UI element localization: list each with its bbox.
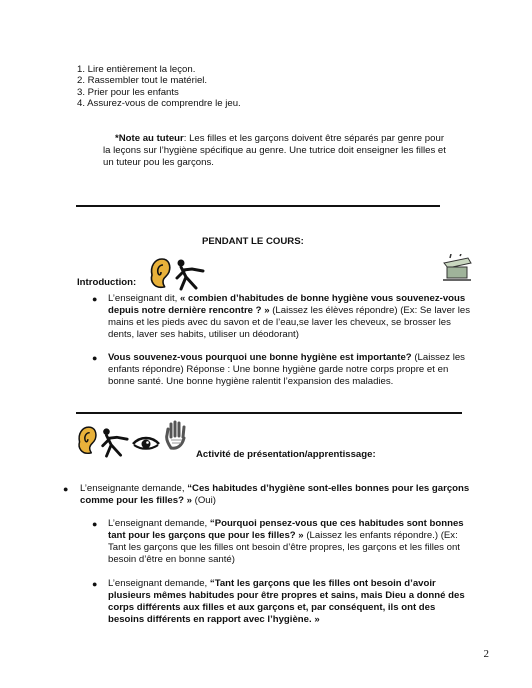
ear-icon (74, 424, 98, 458)
divider-line (76, 412, 462, 414)
bullet-dot: ● (92, 353, 98, 363)
bullet-dot: ● (63, 484, 69, 494)
bullet-dot: ● (92, 294, 98, 304)
eye-icon (131, 434, 161, 452)
preparation-steps (77, 64, 407, 110)
stretching-figure-icon (172, 257, 206, 291)
sink-icon (440, 254, 474, 282)
intro-bullet-2: Vous souvenez-vous pourquoi une bonne hygiène est importante? (Laissez les enfants répondre) Réponse : Une bonne hygiène garde notre corps propre et en bonne santé. Une bonne hygiène ralentit l’expansion des maladies. (108, 352, 465, 387)
section-title: PENDANT LE COURS: (202, 236, 304, 247)
step-item: 1. Lire entièrement la leçon. (77, 64, 196, 75)
hand-icon (164, 420, 188, 450)
step-item: 3. Prier pour les enfants (77, 86, 179, 98)
introduction-label: Introduction: (77, 277, 137, 288)
activity-question-1: L’enseignante demande, “Ces habitudes d’hygiène sont-elles bonnes pour les garçons comme pour les filles? » (Oui) (80, 483, 470, 506)
tutor-note (103, 133, 453, 169)
step-item: 2. Rassembler tout le matériel. (77, 75, 208, 87)
tutor-note-text: : Les filles et les garçons doivent être séparés par genre pour la leçons sur l’hygiène spécifique au genre. Une tutrice doit enseigner les filles et un tuteur pou les garçons. (103, 133, 446, 168)
step-item: 4. Assurez-vous de comprendre le jeu. (77, 98, 241, 110)
bullet-dot: ● (92, 519, 98, 529)
divider-line (76, 205, 440, 207)
activity-title: Activité de présentation/apprentissage: (196, 449, 376, 460)
tutor-note-label: *Note au tuteur (115, 133, 184, 144)
ear-icon (146, 257, 172, 291)
activity-question-3: L’enseignant demande, “Tant les garçons que les filles ont besoin d’avoir plusieurs mêmes habitudes pour être propres et sains, mais Dieu a donné des corps différents aux filles et aux garçons et, par conséquent, ils ont des besoins différents en rapport avec l’hygiène. » (108, 578, 465, 625)
intro-bullet-1: L’enseignant dit, « combien d’habitudes de bonne hygiène vous souvenez-vous depuis notre dernière rencontre ? » (Laissez les élèves répondre) (Ex: Se laver les mains et les pieds avec du savon et de l’eau,se laver les cheveux, se brosser les dents, laver ses habits, utiliser un déodorant) (108, 293, 471, 340)
bullet-dot: ● (92, 579, 98, 589)
stretching-figure-icon (98, 426, 130, 458)
page-number: 2 (483, 648, 489, 660)
activity-question-2: L’enseignant demande, “Pourquoi pensez-vous que ces habitudes sont bonnes tant pour les garçons que pour les filles? » (Laissez les enfants répondre.) (Ex: Tant les garçons que les filles ont besoin d’être propres, les garçons et les filles ont besoin d’être en bonne santé) (108, 518, 464, 565)
